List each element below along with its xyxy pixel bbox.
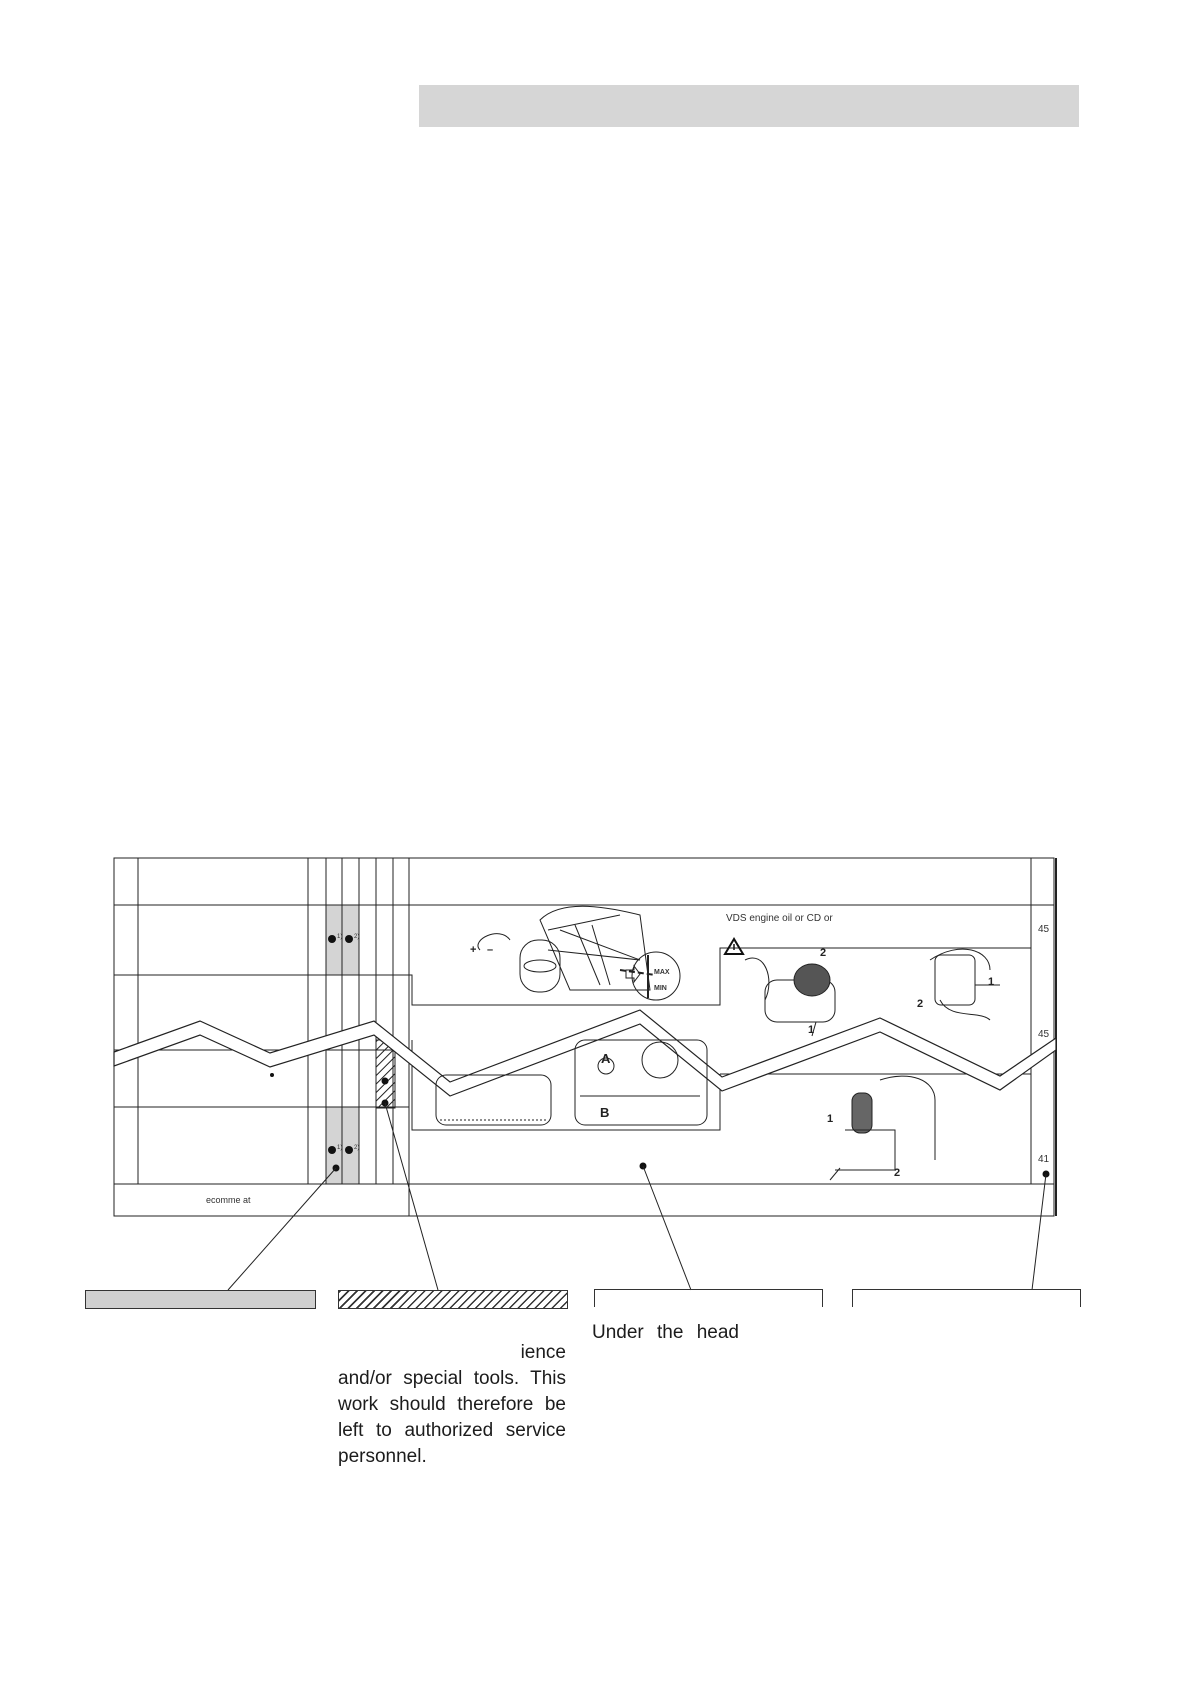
text-line: ience <box>520 1342 566 1363</box>
engine-illustration-oil <box>478 906 680 1000</box>
text-line: personnel. <box>338 1446 427 1467</box>
marker-label: 2) <box>354 1145 360 1151</box>
callout-number: 1 <box>827 1113 834 1125</box>
page-ref: 45 <box>1038 1029 1050 1040</box>
marker-dot <box>345 935 353 943</box>
page-ref: 41 <box>1038 1154 1050 1165</box>
text-line: and/or special tools. This <box>338 1368 566 1389</box>
marker-dot <box>345 1146 353 1154</box>
marker-label: 1) <box>337 934 343 940</box>
hatched-legend-text <box>338 1340 566 1470</box>
legend-bracket-right <box>852 1289 1081 1307</box>
filter-illustration <box>745 958 835 1036</box>
minus-label: – <box>487 944 494 956</box>
max-label: MAX <box>654 969 670 976</box>
callout-dot <box>382 1078 389 1085</box>
warning-icon <box>725 939 743 954</box>
callout-number: 2 <box>917 998 924 1010</box>
head-legend-text: Under the head <box>592 1322 739 1343</box>
legend-hatched-box <box>338 1290 568 1309</box>
text-line: work should therefore be <box>338 1394 566 1415</box>
callout-number: 1 <box>808 1024 815 1036</box>
label-a: A <box>601 1051 611 1066</box>
callout-number: 2 <box>894 1167 901 1179</box>
legend-grey-box <box>85 1290 316 1309</box>
callout-dot <box>270 1073 274 1077</box>
lubricant-note: VDS engine oil or CD or <box>726 913 833 924</box>
callout-number: 1 <box>988 976 995 988</box>
legend-bracket-left <box>594 1289 823 1307</box>
bracket-illustration <box>830 1076 935 1180</box>
text-line: left to authorized service <box>338 1420 566 1441</box>
marker-label: 2) <box>354 934 360 940</box>
plus-label: + <box>470 944 477 956</box>
marker-dot <box>328 1146 336 1154</box>
torn-page-band <box>114 1010 1056 1096</box>
label-b: B <box>600 1105 610 1120</box>
min-label: MIN <box>654 985 667 992</box>
marker-label: 1) <box>337 1145 343 1151</box>
marker-dot <box>328 935 336 943</box>
page-ref: 45 <box>1038 924 1050 935</box>
callout-number: 2 <box>820 947 827 959</box>
table-footnote: ecomme at <box>206 1195 251 1205</box>
